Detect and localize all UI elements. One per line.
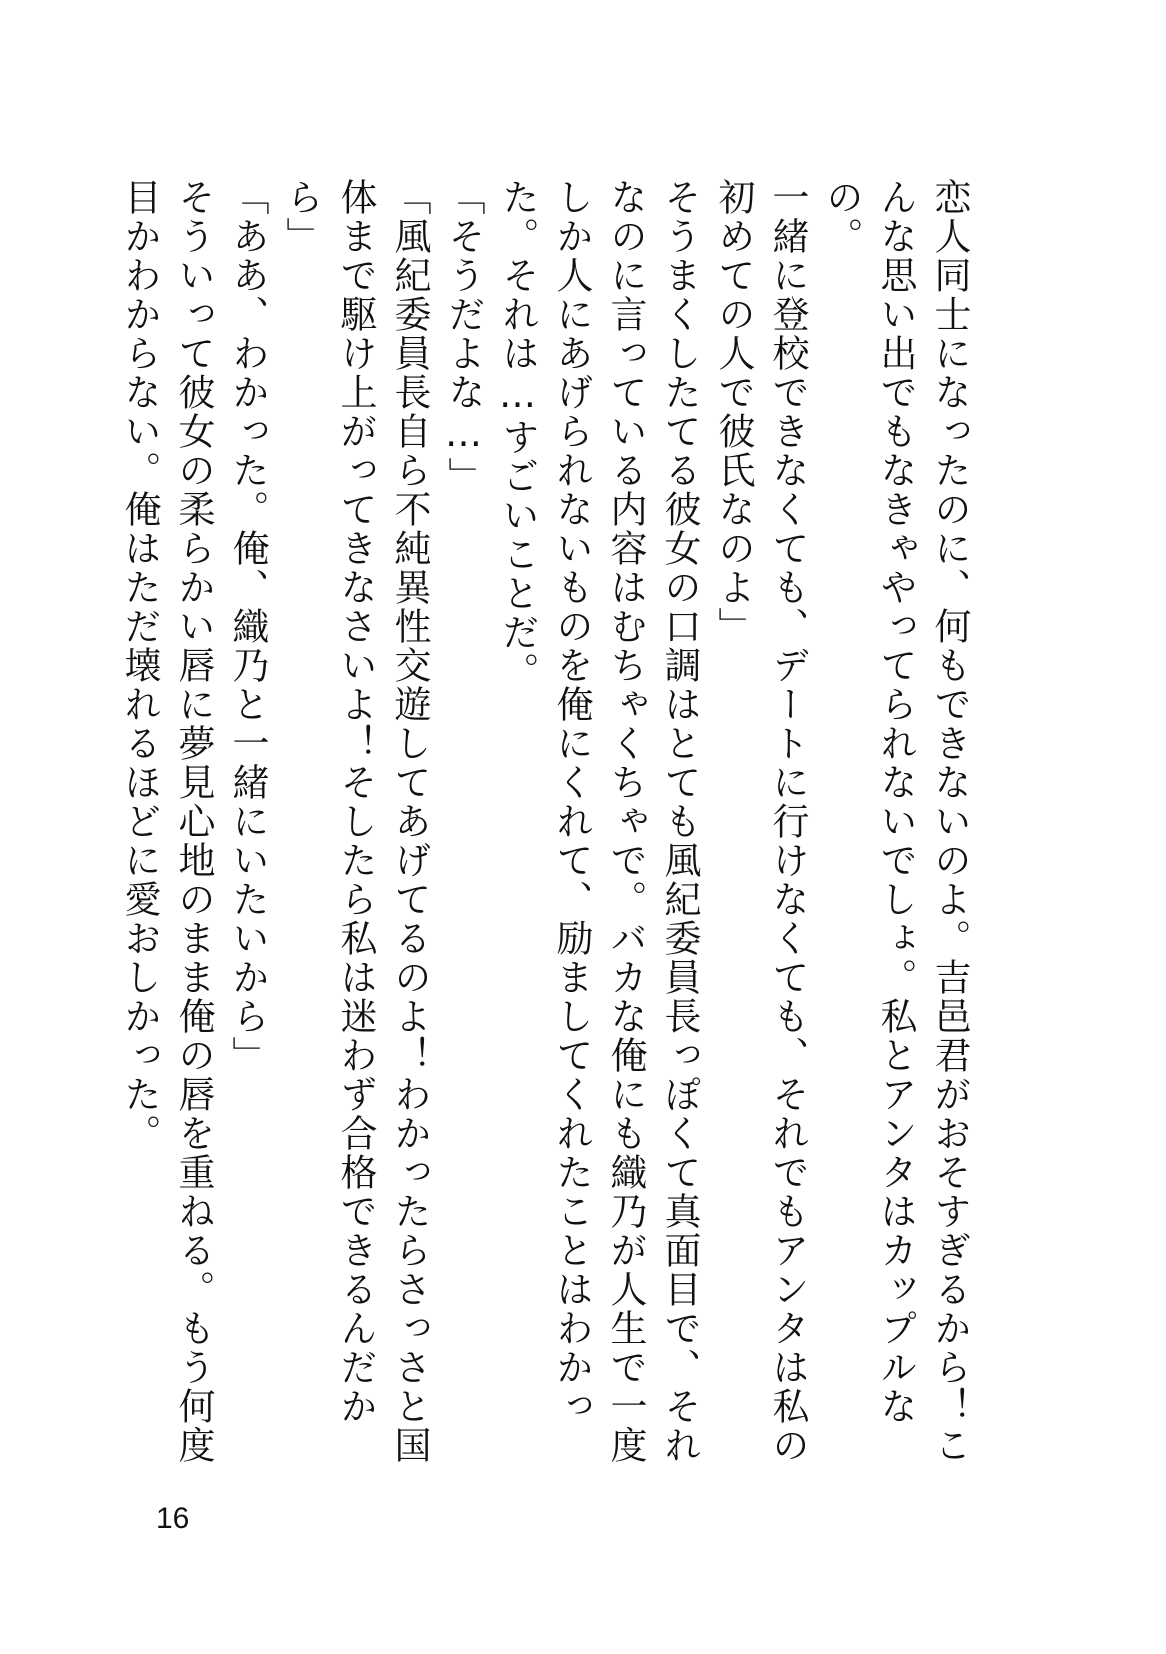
paragraph-5: 「風紀委員長自ら不純異性交遊してあげてるのよ！わかったらさっさと国体まで駆け上がってきなさいよ！そしたら私は迷わず合格できるんだから」 <box>280 178 431 1465</box>
paragraph-3: そうまくしたてる彼女の口調はとても風紀委員長っぽくて真面目で、それなのに言っている内容はむちゃくちゃで。バカな俺にも織乃が人生で一度しか人にあげられないものを俺にくれて、励ましてくれたことはわかった。それは…すごいことだ。 <box>496 178 701 1465</box>
body-text <box>118 178 976 1478</box>
paragraph-4: 「そうだよな…」 <box>442 178 485 496</box>
page-number: 16 <box>156 1502 190 1535</box>
paragraph-1: 恋人同士になったのに、何もできないのよ。吉邑君がおそすぎるから！こんな思い出でもなきゃやってられないでしょ。私とアンタはカップルなの。 <box>820 178 971 1465</box>
paragraph-7: そういって彼女の柔らかい唇に夢見心地のまま俺の唇を重ねる。もう何度目かわからない。俺はただ壊れるほどに愛おしかった。 <box>118 178 215 1465</box>
paragraph-6: 「ああ、わかった。俺、織乃と一緒にいたいから」 <box>226 178 269 1075</box>
paragraph-2: 一緒に登校できなくても、デートに行けなくても、それでもアンタは私の初めての人で彼氏なのよ」 <box>712 178 809 1465</box>
